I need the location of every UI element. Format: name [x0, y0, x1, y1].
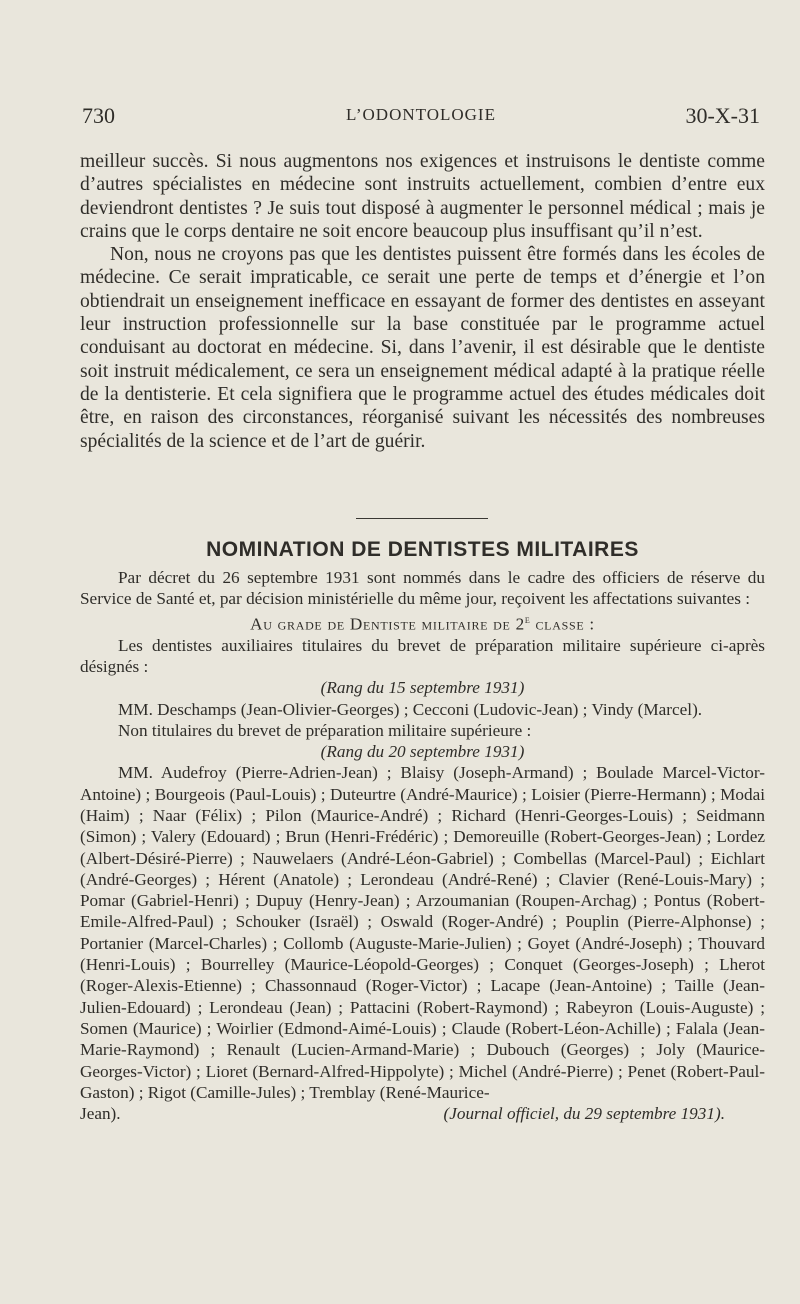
rank-date-1: (Rang du 15 septembre 1931) — [320, 678, 525, 698]
page-number: 730 — [82, 103, 115, 128]
grade-heading-superscript: e — [524, 613, 531, 626]
nomination-section — [80, 567, 765, 1125]
closing-line — [80, 1103, 765, 1125]
grade-heading-suffix: classe : — [530, 614, 595, 634]
grade-heading-text: Au grade de Dentiste militaire de 2 — [250, 614, 525, 634]
paragraph: Non, nous ne croyons pas que les dentistes puissent être formés dans les écoles de médecine. Ce serait impraticable, ce serait une perte de temps et d’énergie et l’on obtiendrait un enseignement inefficace en essayant de former des dentistes en asseyant leur instruction professionnelle sur la base constituée par le programme actuel conduisant au doctorat en médecine. Si, dans l’avenir, il est désirable que le dentiste soit instruit médicalement, ce sera un enseignement médical adapté à la pratique réelle de la dentisterie. Et cela signifiera que le programme actuel des études médicales doit être, en raison des circonstances, réorganisé suivant les nécessités des nombreuses spécialités de la science et de l’art de guérir. — [80, 244, 765, 452]
section-divider — [356, 518, 488, 519]
grade-heading — [80, 610, 765, 635]
intro-paragraph: Par décret du 26 septembre 1931 sont nommés dans le cadre des officiers de réserve du Service de Santé et, par décision ministérielle du même jour, reçoivent les affectations suivantes : — [80, 568, 765, 609]
group2-names: MM. Audefroy (Pierre-Adrien-Jean) ; Blaisy (Joseph-Armand) ; Boulade Marcel-Victor-Antoine) ; Bourgeois (Paul-Louis) ; Duteurtre (André-Maurice) ; Loisier (Pierre-Hermann) ; Modai (Haim) ; Naar (Félix) ; Pilon (Maurice-André) ; Richard (Henri-Georges-Louis) ; Seidmann (Simon) ; Valery (Edouard) ; Brun (Henri-Frédéric) ; Demoreuille (Robert-Georges-Jean) ; Lordez (Albert-Désiré-Pierre) ; Nauwelaers (André-Léon-Gabriel) ; Combellas (Marcel-Paul) ; Eichlart (André-Georges) ; Hérent (Anatole) ; Lerondeau (André-René) ; Clavier (René-Louis-Mary) ; Pomar (Gabriel-Henri) ; Dupuy (Henry-Jean) ; Arzoumanian (Roupen-Archag) ; Pontus (Robert-Emile-Alfred-Paul) ; Schouker (Israël) ; Oswald (Roger-André) ; Pouplin (Pierre-Alphonse) ; Portanier (Marcel-Charles) ; Collomb (Auguste-Marie-Julien) ; Goyet (André-Joseph) ; Thouvard (Henri-Louis) ; Bourrelley (Maurice-Léopold-Georges) ; Conquet (Georges-Joseph) ; Lherot (Roger-Alexis-Etienne) ; Chassonnaud (Roger-Victor) ; Lacape (Jean-Antoine) ; Taille (Jean-Julien-Edouard) ; Lerondeau (Jean) ; Pattacini (Robert-Raymond) ; Rabeyron (Louis-Auguste) ; Somen (Maurice) ; Woirlier (Edmond-Aimé-Louis) ; Claude (Robert-Léon-Achille) ; Falala (Jean-Marie-Raymond) ; Renault (Lucien-Armand-Marie) ; Dubouch (Georges) ; Joly (Maurice-Georges-Victor) ; Lioret (Bernard-Alfred-Hippolyte) ; Michel (André-Pierre) ; Penet (Robert-Paul-Gaston) ; Rigot (Camille-Jules) ; Tremblay (René-Maurice- — [80, 763, 765, 1102]
source-citation: (Journal officiel, du 29 septembre 1931). — [443, 1104, 725, 1124]
paragraph: meilleur succès. Si nous augmentons nos exigences et instruisons le dentiste comme d’autres spécialistes en médecine sont instruits actuellement, combien d’entre eux deviendront dentistes ? Je suis tout disposé à augmenter le personnel médical ; mais je crains que le corps dentaire ne soit encore beaucoup plus insuffisant qu’il n’est. — [80, 151, 765, 242]
article-continuation — [80, 150, 765, 453]
running-header — [82, 103, 760, 133]
issue-date: 30-X-31 — [685, 103, 760, 128]
group1-names: MM. Deschamps (Jean-Olivier-Georges) ; Cecconi (Ludovic-Jean) ; Vindy (Marcel). — [118, 699, 703, 719]
rank-date-2: (Rang du 20 septembre 1931) — [320, 742, 525, 762]
group1-description: Les dentistes auxiliaires titulaires du brevet de préparation militaire supérieure ci-après désignés : — [80, 635, 765, 676]
section-title: NOMINATION DE DENTISTES MILITAIRES — [206, 538, 639, 561]
group2-description: Non titulaires du brevet de préparation militaire supérieure : — [118, 720, 532, 740]
journal-title: L’ODONTOLOGIE — [346, 105, 496, 124]
last-name-fragment: Jean). — [80, 1104, 121, 1124]
